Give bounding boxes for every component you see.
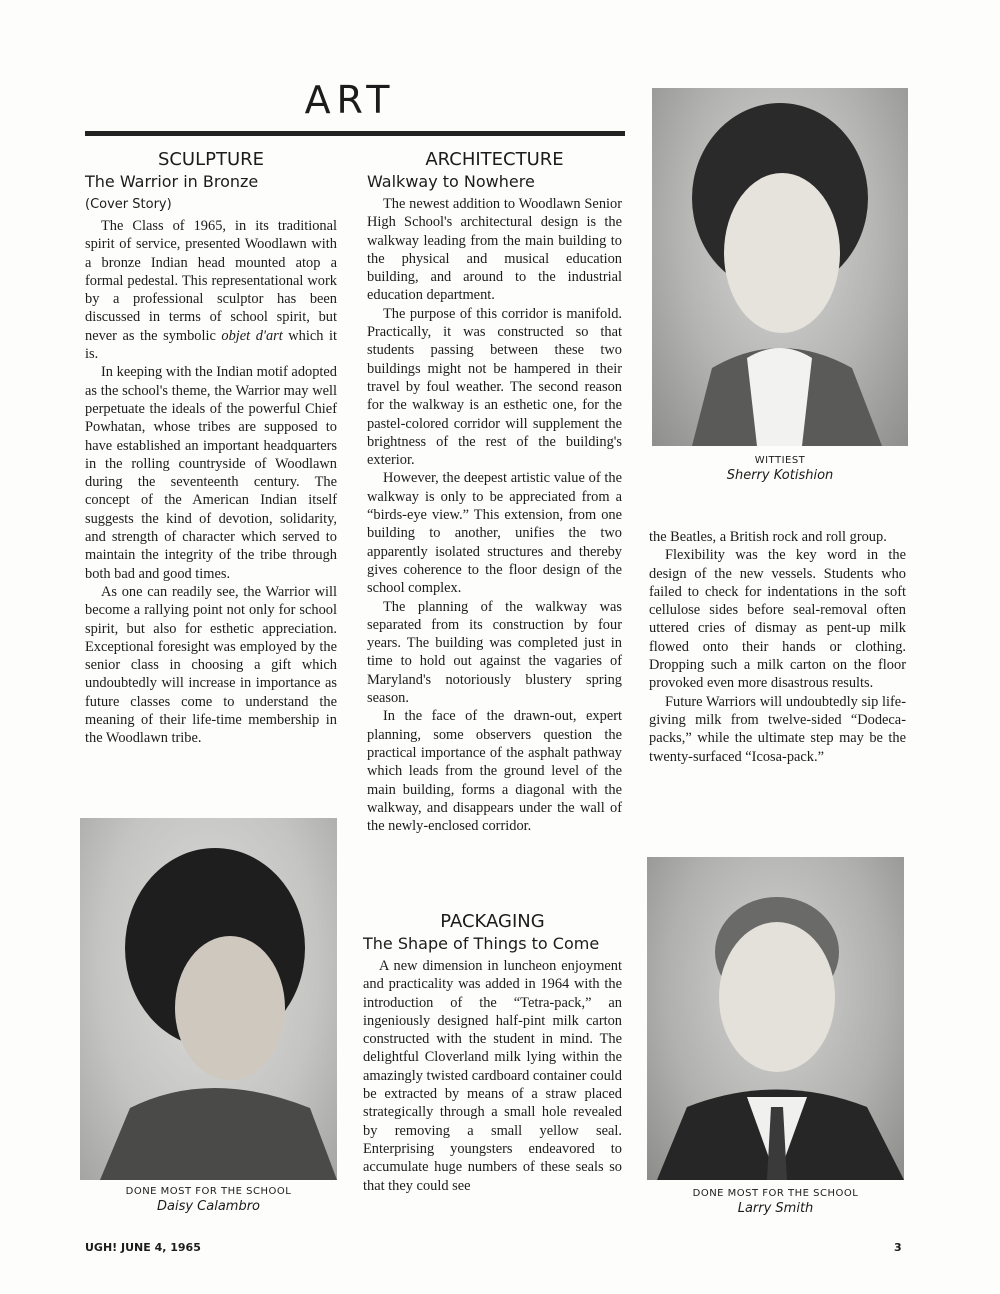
paragraph: Flexibility was the key word in the design of the new vessels. Students who failed to check for indentations in the soft cellulose sides before seal-removal often uttered cries of dismay as pent-up milk flowed onto their hands or clothing. Dropping such a milk carton on the floor provoked even more disastrous results. <box>649 547 906 692</box>
paragraph: In the face of the drawn-out, expert planning, some observers question the practical importance of the asphalt pathway which leads from the ground level of the main building, forms a diagonal with the walkway, and disappears under the wall of the newly-enclosed corridor. <box>367 708 622 835</box>
person-name: Larry Smith <box>737 1201 814 1216</box>
architecture-article <box>367 149 622 835</box>
page-number: 3 <box>894 1241 902 1254</box>
title-rule <box>85 131 625 136</box>
packaging-continued <box>649 528 906 766</box>
article-note: (Cover Story) <box>85 197 172 212</box>
portrait-photo-daisy-calambro <box>80 818 337 1180</box>
paragraph: the Beatles, a British rock and roll group. <box>649 529 887 545</box>
award-label: DONE MOST FOR THE SCHOOL <box>692 1188 859 1199</box>
packaging-article <box>363 911 622 1195</box>
article-headline: The Warrior in Bronze <box>85 172 259 191</box>
section-heading: ARCHITECTURE <box>425 149 564 170</box>
person-name: Daisy Calambro <box>156 1199 261 1214</box>
award-label: WITTIEST <box>754 455 806 466</box>
photo-caption <box>647 1188 904 1216</box>
paragraph: The planning of the walkway was separated from its construction by four years. The building was completed just in time to hold out against the vagaries of Maryland's notoriously blustery spring season. <box>367 598 622 707</box>
paragraph: As one can readily see, the Warrior will become a rallying point not only for school spirit, but also for esthetic appreciation. Exceptional foresight was employed by the senior class in choosing a gift which undoubtedly will increase in importance as future classes come to understand the meaning of their life-time membership in the Woodlawn tribe. <box>85 583 337 747</box>
sculpture-article <box>85 149 337 748</box>
portrait-silhouette <box>652 88 908 446</box>
paragraph: The purpose of this corridor is manifold. Practically, it was constructed so that students passing between these two buildings might not be hampered in their travel by foul weather. The second reason for the walkway is an esthetic one, for the pastel-colored corridor will supplement the brightness of the rest of the building's exterior. <box>367 305 622 469</box>
issue-date: UGH! JUNE 4, 1965 <box>85 1241 201 1254</box>
photo-caption <box>80 1186 337 1214</box>
paragraph: Future Warriors will undoubtedly sip life-giving milk from twelve-sided “Dodeca-packs,” while the ultimate step may be the twenty-surfaced “Icosa-pack.” <box>649 693 906 765</box>
portrait-silhouette <box>647 857 904 1180</box>
person-name: Sherry Kotishion <box>726 468 834 483</box>
portrait-photo-larry-smith <box>647 857 904 1180</box>
portrait-photo-sherry-kotishion <box>652 88 908 446</box>
section-heading: SCULPTURE <box>157 149 265 170</box>
article-headline: Walkway to Nowhere <box>367 172 535 191</box>
paragraph: The Class of 1965, in its traditional spirit of service, presented Woodlawn with a bronze Indian head mounted atop a formal pedestal. This representational work by a professional sculptor has been discussed in terms of school spirit, but never as the symbolic objet d'art which it is. <box>85 218 337 363</box>
portrait-silhouette <box>80 818 337 1180</box>
section-heading: PACKAGING <box>440 911 545 932</box>
photo-caption <box>652 455 908 483</box>
paragraph: In keeping with the Indian motif adopted as the school's theme, the Warrior may well perpetuate the ideals of the powerful Chief Powhatan, whose tribes are supposed to have established an important headquarters in the rolling countryside of Woodlawn during the seventeenth century. The concept of the American Indian itself suggests the kind of devotion, solidarity, and strength of character which served to maintain the integrity of the tribe through both bad and good times. <box>85 364 337 582</box>
article-headline: The Shape of Things to Come <box>363 934 600 953</box>
paragraph: However, the deepest artistic value of the walkway is only to be appreciated from a “birds-eye view.” This extension, from one building to another, unifies the two apparently isolated structures and thereby gives coherence to the floor design of the school complex. <box>367 470 622 597</box>
paragraph: The newest addition to Woodlawn Senior High School's architectural design is the walkway leading from the main building to the physical and musical education building, and around to the industrial education department. <box>367 196 622 304</box>
page-title: ART <box>304 78 396 122</box>
paragraph: A new dimension in luncheon enjoyment and practicality was added in 1964 with the introduction of the “Tetra-pack,” an ingeniously designed half-pint milk carton constructed with the student in mind. The delightful Cloverland milk lying within the amazingly twisted cardboard container could be extracted by means of a straw placed strategically through a small hole revealed by removing a small yellow seal. Enterprising youngsters endeavored to accumulate huge numbers of these seals so that they could see <box>363 958 622 1194</box>
award-label: DONE MOST FOR THE SCHOOL <box>125 1186 292 1197</box>
